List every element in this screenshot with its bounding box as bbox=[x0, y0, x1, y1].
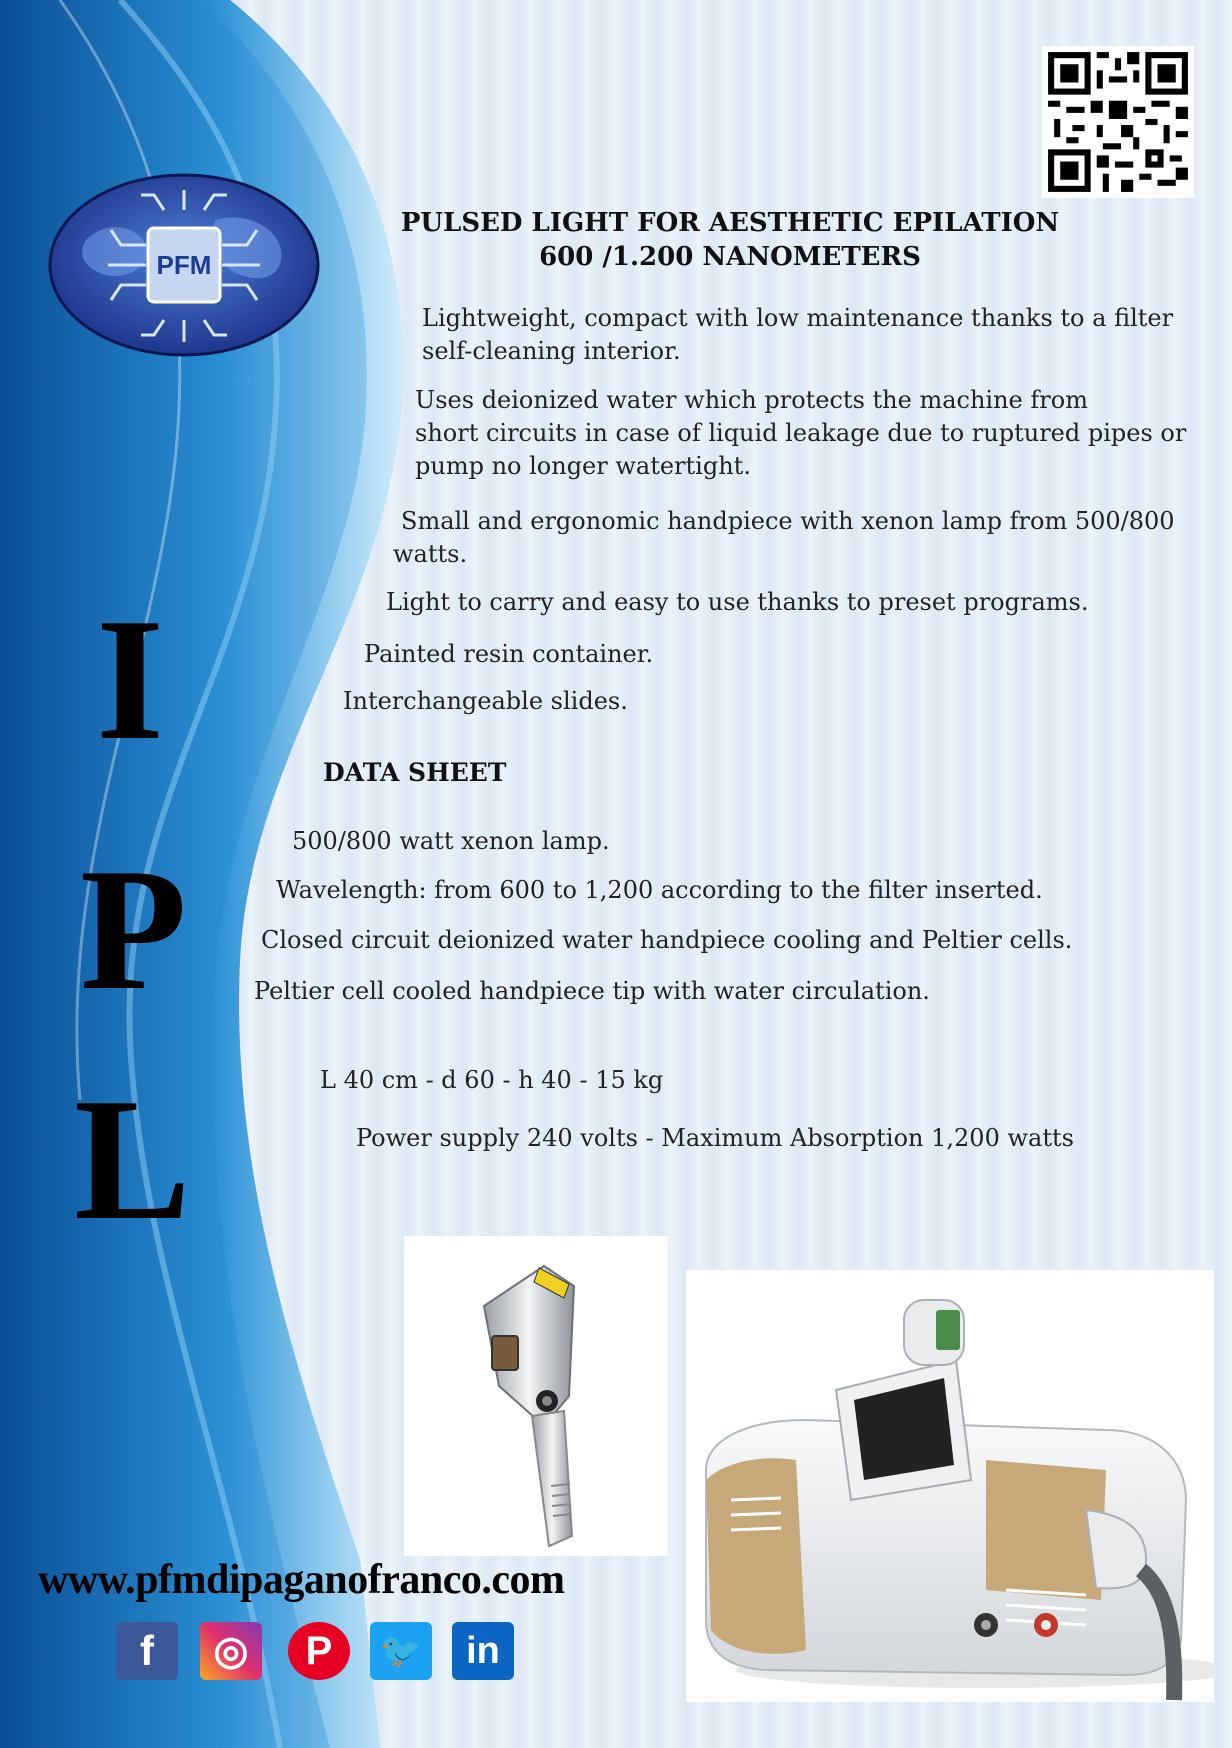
feature-6: Interchangeable slides. bbox=[343, 687, 628, 715]
pinterest-icon[interactable]: P bbox=[288, 1622, 350, 1680]
handpiece-photo bbox=[404, 1236, 668, 1556]
pfm-logo bbox=[46, 170, 322, 360]
instagram-icon[interactable]: ◎ bbox=[200, 1622, 262, 1680]
ipl-machine-icon bbox=[686, 1270, 1214, 1702]
feature-3-line-2: watts. bbox=[393, 540, 468, 568]
spec-2: Wavelength: from 600 to 1,200 according to the filter inserted. bbox=[276, 876, 1043, 904]
data-sheet-heading: DATA SHEET bbox=[323, 758, 507, 787]
linkedin-icon[interactable]: in bbox=[452, 1622, 514, 1680]
spec-3: Closed circuit deionized water handpiece cooling and Peltier cells. bbox=[261, 926, 1073, 954]
spec-1: 500/800 watt xenon lamp. bbox=[292, 827, 610, 855]
facebook-icon[interactable]: f bbox=[116, 1622, 178, 1680]
spec-dimensions: L 40 cm - d 60 - h 40 - 15 kg bbox=[320, 1066, 664, 1094]
feature-2-line-3: pump no longer watertight. bbox=[415, 452, 751, 480]
spec-power: Power supply 240 volts - Maximum Absorption 1,200 watts bbox=[356, 1124, 1074, 1152]
feature-2-line-1: Uses deionized water which protects the machine from bbox=[415, 386, 1088, 414]
feature-2-line-2: short circuits in case of liquid leakage due to ruptured pipes or bbox=[415, 419, 1187, 447]
website-link[interactable]: www.pfmdipaganofranco.com bbox=[38, 1557, 565, 1603]
page-title bbox=[360, 206, 1100, 274]
side-letter-l: L bbox=[74, 1062, 191, 1256]
feature-2 bbox=[415, 384, 1186, 483]
feature-1-line-2: self-cleaning interior. bbox=[422, 337, 681, 365]
feature-3-line-1: Small and ergonomic handpiece with xenon lamp from 500/800 bbox=[401, 507, 1175, 535]
side-letter-p: P bbox=[80, 832, 187, 1026]
qr-code-icon[interactable] bbox=[1042, 46, 1194, 198]
svg-text:PFM: PFM bbox=[156, 250, 212, 280]
machine-photo bbox=[686, 1270, 1214, 1702]
handpiece-icon bbox=[404, 1236, 668, 1556]
twitter-icon[interactable]: 🐦 bbox=[370, 1622, 432, 1680]
feature-1-line-1: Lightweight, compact with low maintenance thanks to a filter bbox=[422, 304, 1174, 332]
feature-5: Painted resin container. bbox=[364, 640, 654, 668]
title-line-2: 600 /1.200 NANOMETERS bbox=[539, 242, 921, 272]
spec-4: Peltier cell cooled handpiece tip with water circulation. bbox=[254, 977, 930, 1005]
feature-1 bbox=[422, 302, 1173, 368]
feature-4: Light to carry and easy to use thanks to preset programs. bbox=[386, 588, 1089, 616]
side-letter-i: I bbox=[96, 582, 165, 776]
feature-3 bbox=[393, 505, 1175, 571]
title-line-1: PULSED LIGHT FOR AESTHETIC EPILATION bbox=[400, 208, 1060, 238]
